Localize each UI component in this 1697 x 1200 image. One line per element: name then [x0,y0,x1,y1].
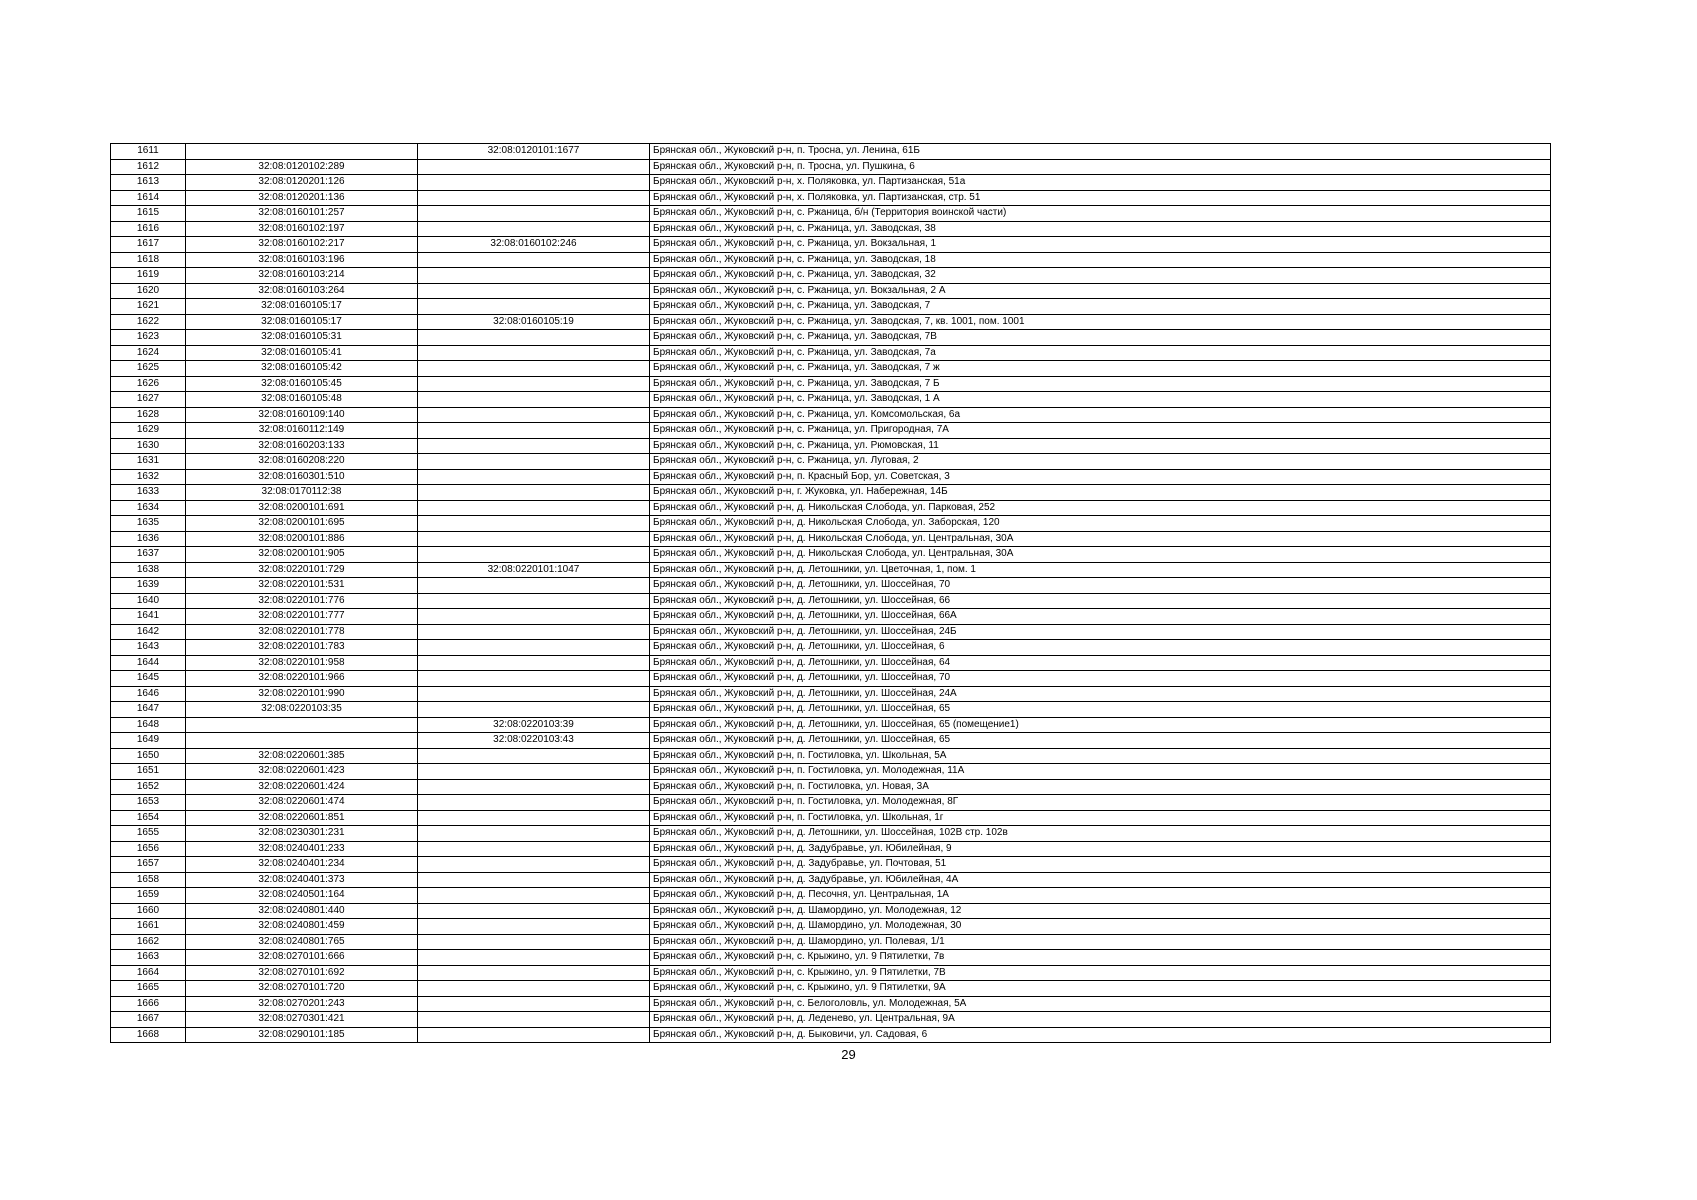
row-number-cell: 1661 [111,919,186,935]
address-cell: Брянская обл., Жуковский р-н, д. Никольская Слобода, ул. Заборская, 120 [650,516,1551,532]
address-cell: Брянская обл., Жуковский р-н, д. Летошники, ул. Шоссейная, 24Б [650,624,1551,640]
address-cell: Брянская обл., Жуковский р-н, х. Поляковка, ул. Партизанская, 51а [650,175,1551,191]
page-number: 29 [841,1047,856,1062]
row-number-cell: 1647 [111,702,186,718]
second-cadastral-number-cell [418,764,650,780]
cadastral-number-cell: 32:08:0160301:510 [186,469,418,485]
row-number-cell: 1616 [111,221,186,237]
address-cell: Брянская обл., Жуковский р-н, х. Поляковка, ул. Партизанская, стр. 51 [650,190,1551,206]
row-number-cell: 1664 [111,965,186,981]
second-cadastral-number-cell [418,1012,650,1028]
second-cadastral-number-cell [418,454,650,470]
row-number-cell: 1629 [111,423,186,439]
second-cadastral-number-cell [418,593,650,609]
table-row [111,221,1551,237]
second-cadastral-number-cell [418,965,650,981]
cadastral-number-cell: 32:08:0290101:185 [186,1027,418,1043]
table-row [111,438,1551,454]
table-row [111,547,1551,563]
second-cadastral-number-cell: 32:08:0220101:1047 [418,562,650,578]
cadastral-number-cell: 32:08:0240501:164 [186,888,418,904]
address-cell: Брянская обл., Жуковский р-н, с. Ржаница, ул. Комсомольская, 6а [650,407,1551,423]
address-cell: Брянская обл., Жуковский р-н, д. Летошники, ул. Шоссейная, 70 [650,578,1551,594]
row-number-cell: 1613 [111,175,186,191]
table-row [111,733,1551,749]
second-cadastral-number-cell: 32:08:0220103:43 [418,733,650,749]
row-number-cell: 1666 [111,996,186,1012]
second-cadastral-number-cell [418,361,650,377]
second-cadastral-number-cell [418,299,650,315]
cadastral-number-cell: 32:08:0220601:385 [186,748,418,764]
table-row [111,299,1551,315]
address-cell: Брянская обл., Жуковский р-н, с. Ржаница, ул. Вокзальная, 2 А [650,283,1551,299]
address-cell: Брянская обл., Жуковский р-н, г. Жуковка, ул. Набережная, 14Б [650,485,1551,501]
second-cadastral-number-cell [418,795,650,811]
address-cell: Брянская обл., Жуковский р-н, д. Летошники, ул. Шоссейная, 102В стр. 102в [650,826,1551,842]
table-row [111,376,1551,392]
row-number-cell: 1645 [111,671,186,687]
second-cadastral-number-cell [418,345,650,361]
cadastral-number-cell: 32:08:0270201:243 [186,996,418,1012]
address-cell: Брянская обл., Жуковский р-н, п. Тросна, ул. Ленина, 61Б [650,144,1551,160]
registry-table [110,143,1551,1043]
second-cadastral-number-cell [418,159,650,175]
second-cadastral-number-cell [418,950,650,966]
second-cadastral-number-cell [418,919,650,935]
cadastral-number-cell: 32:08:0160208:220 [186,454,418,470]
second-cadastral-number-cell [418,469,650,485]
second-cadastral-number-cell: 32:08:0160102:246 [418,237,650,253]
second-cadastral-number-cell [418,330,650,346]
cadastral-number-cell: 32:08:0120201:126 [186,175,418,191]
table-row [111,996,1551,1012]
second-cadastral-number-cell [418,810,650,826]
row-number-cell: 1653 [111,795,186,811]
address-cell: Брянская обл., Жуковский р-н, с. Ржаница, ул. Вокзальная, 1 [650,237,1551,253]
row-number-cell: 1662 [111,934,186,950]
row-number-cell: 1630 [111,438,186,454]
cadastral-number-cell: 32:08:0240801:765 [186,934,418,950]
second-cadastral-number-cell [418,624,650,640]
cadastral-number-cell: 32:08:0160105:42 [186,361,418,377]
address-cell: Брянская обл., Жуковский р-н, д. Песочня, ул. Центральная, 1А [650,888,1551,904]
table-row [111,981,1551,997]
address-cell: Брянская обл., Жуковский р-н, с. Ржаница, ул. Заводская, 7 [650,299,1551,315]
table-row [111,500,1551,516]
address-cell: Брянская обл., Жуковский р-н, д. Шамордино, ул. Молодежная, 12 [650,903,1551,919]
cadastral-number-cell: 32:08:0270101:720 [186,981,418,997]
cadastral-number-cell: 32:08:0160203:133 [186,438,418,454]
address-cell: Брянская обл., Жуковский р-н, с. Ржаница, ул. Рюмовская, 11 [650,438,1551,454]
second-cadastral-number-cell [418,872,650,888]
address-cell: Брянская обл., Жуковский р-н, с. Крыжино, ул. 9 Пятилетки, 7в [650,950,1551,966]
second-cadastral-number-cell [418,252,650,268]
second-cadastral-number-cell [418,934,650,950]
table-row [111,748,1551,764]
cadastral-number-cell: 32:08:0240401:373 [186,872,418,888]
cadastral-number-cell [186,717,418,733]
cadastral-number-cell: 32:08:0160103:214 [186,268,418,284]
table-row [111,314,1551,330]
row-number-cell: 1648 [111,717,186,733]
second-cadastral-number-cell [418,190,650,206]
second-cadastral-number-cell [418,981,650,997]
address-cell: Брянская обл., Жуковский р-н, д. Летошники, ул. Шоссейная, 66 [650,593,1551,609]
row-number-cell: 1628 [111,407,186,423]
cadastral-number-cell: 32:08:0160102:217 [186,237,418,253]
row-number-cell: 1620 [111,283,186,299]
address-cell: Брянская обл., Жуковский р-н, д. Никольская Слобода, ул. Парковая, 252 [650,500,1551,516]
row-number-cell: 1627 [111,392,186,408]
row-number-cell: 1640 [111,593,186,609]
cadastral-number-cell: 32:08:0220101:778 [186,624,418,640]
table-row [111,764,1551,780]
table-row [111,655,1551,671]
table-row [111,857,1551,873]
second-cadastral-number-cell: 32:08:0220103:39 [418,717,650,733]
row-number-cell: 1660 [111,903,186,919]
cadastral-number-cell: 32:08:0160112:149 [186,423,418,439]
cadastral-number-cell: 32:08:0160105:31 [186,330,418,346]
table-row [111,454,1551,470]
row-number-cell: 1665 [111,981,186,997]
row-number-cell: 1638 [111,562,186,578]
row-number-cell: 1642 [111,624,186,640]
cadastral-number-cell: 32:08:0240801:459 [186,919,418,935]
address-cell: Брянская обл., Жуковский р-н, д. Задубравье, ул. Почтовая, 51 [650,857,1551,873]
cadastral-number-cell: 32:08:0120102:289 [186,159,418,175]
address-cell: Брянская обл., Жуковский р-н, д. Леденево, ул. Центральная, 9А [650,1012,1551,1028]
second-cadastral-number-cell [418,516,650,532]
cadastral-number-cell: 32:08:0200101:691 [186,500,418,516]
row-number-cell: 1643 [111,640,186,656]
row-number-cell: 1636 [111,531,186,547]
table-row [111,717,1551,733]
second-cadastral-number-cell [418,376,650,392]
second-cadastral-number-cell [418,221,650,237]
address-cell: Брянская обл., Жуковский р-н, с. Ржаница, ул. Заводская, 38 [650,221,1551,237]
second-cadastral-number-cell [418,175,650,191]
cadastral-number-cell: 32:08:0160109:140 [186,407,418,423]
address-cell: Брянская обл., Жуковский р-н, с. Белоголовль, ул. Молодежная, 5А [650,996,1551,1012]
row-number-cell: 1668 [111,1027,186,1043]
address-cell: Брянская обл., Жуковский р-н, с. Крыжино, ул. 9 Пятилетки, 9А [650,981,1551,997]
cadastral-number-cell: 32:08:0160105:17 [186,299,418,315]
row-number-cell: 1656 [111,841,186,857]
table-row [111,206,1551,222]
address-cell: Брянская обл., Жуковский р-н, д. Летошники, ул. Шоссейная, 64 [650,655,1551,671]
table-row [111,593,1551,609]
row-number-cell: 1659 [111,888,186,904]
second-cadastral-number-cell [418,903,650,919]
row-number-cell: 1615 [111,206,186,222]
row-number-cell: 1618 [111,252,186,268]
second-cadastral-number-cell [418,671,650,687]
address-cell: Брянская обл., Жуковский р-н, д. Летошники, ул. Шоссейная, 70 [650,671,1551,687]
address-cell: Брянская обл., Жуковский р-н, с. Ржаница, ул. Пригородная, 7А [650,423,1551,439]
registry-table-body [111,144,1551,1043]
row-number-cell: 1651 [111,764,186,780]
address-cell: Брянская обл., Жуковский р-н, д. Шамордино, ул. Полевая, 1/1 [650,934,1551,950]
address-cell: Брянская обл., Жуковский р-н, п. Тросна, ул. Пушкина, 6 [650,159,1551,175]
cadastral-number-cell: 32:08:0240401:234 [186,857,418,873]
table-row [111,1012,1551,1028]
address-cell: Брянская обл., Жуковский р-н, д. Задубравье, ул. Юбилейная, 9 [650,841,1551,857]
table-row [111,965,1551,981]
address-cell: Брянская обл., Жуковский р-н, п. Гостиловка, ул. Школьная, 1г [650,810,1551,826]
second-cadastral-number-cell [418,407,650,423]
second-cadastral-number-cell [418,283,650,299]
row-number-cell: 1650 [111,748,186,764]
row-number-cell: 1634 [111,500,186,516]
second-cadastral-number-cell [418,392,650,408]
cadastral-number-cell: 32:08:0220101:531 [186,578,418,594]
second-cadastral-number-cell [418,996,650,1012]
second-cadastral-number-cell [418,438,650,454]
row-number-cell: 1635 [111,516,186,532]
cadastral-number-cell: 32:08:0170112:38 [186,485,418,501]
row-number-cell: 1655 [111,826,186,842]
address-cell: Брянская обл., Жуковский р-н, д. Летошники, ул. Шоссейная, 6 [650,640,1551,656]
cadastral-number-cell: 32:08:0160102:197 [186,221,418,237]
address-cell: Брянская обл., Жуковский р-н, п. Гостиловка, ул. Молодежная, 8Г [650,795,1551,811]
table-row [111,578,1551,594]
cadastral-number-cell: 32:08:0220601:851 [186,810,418,826]
cadastral-number-cell: 32:08:0200101:886 [186,531,418,547]
cadastral-number-cell: 32:08:0160105:41 [186,345,418,361]
row-number-cell: 1617 [111,237,186,253]
table-row [111,531,1551,547]
row-number-cell: 1623 [111,330,186,346]
table-row [111,640,1551,656]
table-row [111,516,1551,532]
table-row [111,903,1551,919]
row-number-cell: 1657 [111,857,186,873]
cadastral-number-cell: 32:08:0160103:196 [186,252,418,268]
address-cell: Брянская обл., Жуковский р-н, д. Летошники, ул. Шоссейная, 66А [650,609,1551,625]
address-cell: Брянская обл., Жуковский р-н, п. Гостиловка, ул. Школьная, 5А [650,748,1551,764]
cadastral-number-cell [186,144,418,160]
address-cell: Брянская обл., Жуковский р-н, с. Ржаница, ул. Заводская, 7 Б [650,376,1551,392]
table-row [111,485,1551,501]
table-row [111,407,1551,423]
second-cadastral-number-cell [418,826,650,842]
second-cadastral-number-cell [418,531,650,547]
row-number-cell: 1614 [111,190,186,206]
row-number-cell: 1646 [111,686,186,702]
second-cadastral-number-cell [418,500,650,516]
second-cadastral-number-cell: 32:08:0160105:19 [418,314,650,330]
address-cell: Брянская обл., Жуковский р-н, п. Красный Бор, ул. Советская, 3 [650,469,1551,485]
table-row [111,686,1551,702]
cadastral-number-cell: 32:08:0160105:17 [186,314,418,330]
row-number-cell: 1663 [111,950,186,966]
cadastral-number-cell: 32:08:0220601:423 [186,764,418,780]
address-cell: Брянская обл., Жуковский р-н, с. Ржаница, ул. Заводская, 32 [650,268,1551,284]
table-row [111,237,1551,253]
table-row [111,919,1551,935]
second-cadastral-number-cell: 32:08:0120101:1677 [418,144,650,160]
second-cadastral-number-cell [418,547,650,563]
row-number-cell: 1631 [111,454,186,470]
cadastral-number-cell: 32:08:0220101:783 [186,640,418,656]
table-row [111,283,1551,299]
table-row [111,423,1551,439]
row-number-cell: 1622 [111,314,186,330]
address-cell: Брянская обл., Жуковский р-н, с. Ржаница, ул. Заводская, 7 ж [650,361,1551,377]
second-cadastral-number-cell [418,686,650,702]
table-row [111,934,1551,950]
table-row [111,795,1551,811]
cadastral-number-cell: 32:08:0230301:231 [186,826,418,842]
table-row [111,345,1551,361]
table-row [111,888,1551,904]
address-cell: Брянская обл., Жуковский р-н, д. Шамордино, ул. Молодежная, 30 [650,919,1551,935]
row-number-cell: 1619 [111,268,186,284]
address-cell: Брянская обл., Жуковский р-н, с. Ржаница, б/н (Территория воинской части) [650,206,1551,222]
row-number-cell: 1652 [111,779,186,795]
address-cell: Брянская обл., Жуковский р-н, п. Гостиловка, ул. Новая, 3А [650,779,1551,795]
second-cadastral-number-cell [418,655,650,671]
table-row [111,268,1551,284]
second-cadastral-number-cell [418,485,650,501]
address-cell: Брянская обл., Жуковский р-н, с. Ржаница, ул. Луговая, 2 [650,454,1551,470]
table-row [111,159,1551,175]
table-row [111,469,1551,485]
table-row [111,609,1551,625]
address-cell: Брянская обл., Жуковский р-н, с. Крыжино, ул. 9 Пятилетки, 7В [650,965,1551,981]
cadastral-number-cell: 32:08:0220101:990 [186,686,418,702]
cadastral-number-cell: 32:08:0160105:45 [186,376,418,392]
table-row [111,702,1551,718]
row-number-cell: 1632 [111,469,186,485]
row-number-cell: 1641 [111,609,186,625]
row-number-cell: 1637 [111,547,186,563]
row-number-cell: 1611 [111,144,186,160]
cadastral-number-cell: 32:08:0270101:692 [186,965,418,981]
table-row [111,392,1551,408]
row-number-cell: 1625 [111,361,186,377]
table-row [111,779,1551,795]
cadastral-number-cell: 32:08:0270101:666 [186,950,418,966]
second-cadastral-number-cell [418,578,650,594]
second-cadastral-number-cell [418,888,650,904]
address-cell: Брянская обл., Жуковский р-н, д. Задубравье, ул. Юбилейная, 4А [650,872,1551,888]
cadastral-number-cell: 32:08:0220601:424 [186,779,418,795]
cadastral-number-cell: 32:08:0200101:695 [186,516,418,532]
cadastral-number-cell: 32:08:0220101:958 [186,655,418,671]
address-cell: Брянская обл., Жуковский р-н, с. Ржаница, ул. Заводская, 1 А [650,392,1551,408]
table-row [111,810,1551,826]
cadastral-number-cell: 32:08:0160105:48 [186,392,418,408]
address-cell: Брянская обл., Жуковский р-н, с. Ржаница, ул. Заводская, 18 [650,252,1551,268]
row-number-cell: 1667 [111,1012,186,1028]
row-number-cell: 1658 [111,872,186,888]
table-row [111,826,1551,842]
cadastral-number-cell: 32:08:0270301:421 [186,1012,418,1028]
cadastral-number-cell [186,733,418,749]
second-cadastral-number-cell [418,841,650,857]
second-cadastral-number-cell [418,702,650,718]
address-cell: Брянская обл., Жуковский р-н, с. Ржаница, ул. Заводская, 7, кв. 1001, пом. 1001 [650,314,1551,330]
table-row [111,624,1551,640]
second-cadastral-number-cell [418,423,650,439]
cadastral-number-cell: 32:08:0160103:264 [186,283,418,299]
cadastral-number-cell: 32:08:0120201:136 [186,190,418,206]
second-cadastral-number-cell [418,857,650,873]
cadastral-number-cell: 32:08:0240401:233 [186,841,418,857]
second-cadastral-number-cell [418,206,650,222]
address-cell: Брянская обл., Жуковский р-н, д. Летошники, ул. Цветочная, 1, пом. 1 [650,562,1551,578]
second-cadastral-number-cell [418,268,650,284]
address-cell: Брянская обл., Жуковский р-н, д. Быковичи, ул. Садовая, 6 [650,1027,1551,1043]
table-row [111,872,1551,888]
cadastral-number-cell: 32:08:0220601:474 [186,795,418,811]
address-cell: Брянская обл., Жуковский р-н, с. Ржаница, ул. Заводская, 7В [650,330,1551,346]
second-cadastral-number-cell [418,609,650,625]
row-number-cell: 1639 [111,578,186,594]
second-cadastral-number-cell [418,779,650,795]
address-cell: Брянская обл., Жуковский р-н, д. Никольская Слобода, ул. Центральная, 30А [650,547,1551,563]
cadastral-number-cell: 32:08:0220101:777 [186,609,418,625]
address-cell: Брянская обл., Жуковский р-н, д. Летошники, ул. Шоссейная, 24А [650,686,1551,702]
cadastral-number-cell: 32:08:0220101:729 [186,562,418,578]
row-number-cell: 1626 [111,376,186,392]
second-cadastral-number-cell [418,640,650,656]
table-row [111,671,1551,687]
address-cell: Брянская обл., Жуковский р-н, д. Никольская Слобода, ул. Центральная, 30А [650,531,1551,547]
table-row [111,144,1551,160]
cadastral-number-cell: 32:08:0160101:257 [186,206,418,222]
table-row [111,841,1551,857]
table-row [111,252,1551,268]
table-row [111,190,1551,206]
cadastral-number-cell: 32:08:0220101:776 [186,593,418,609]
row-number-cell: 1612 [111,159,186,175]
row-number-cell: 1633 [111,485,186,501]
row-number-cell: 1621 [111,299,186,315]
table-row [111,950,1551,966]
address-cell: Брянская обл., Жуковский р-н, д. Летошники, ул. Шоссейная, 65 [650,733,1551,749]
cadastral-number-cell: 32:08:0200101:905 [186,547,418,563]
cadastral-number-cell: 32:08:0240801:440 [186,903,418,919]
row-number-cell: 1624 [111,345,186,361]
second-cadastral-number-cell [418,1027,650,1043]
address-cell: Брянская обл., Жуковский р-н, д. Летошники, ул. Шоссейная, 65 [650,702,1551,718]
address-cell: Брянская обл., Жуковский р-н, с. Ржаница, ул. Заводская, 7а [650,345,1551,361]
cadastral-number-cell: 32:08:0220101:966 [186,671,418,687]
table-row [111,562,1551,578]
table-row [111,1027,1551,1043]
cadastral-number-cell: 32:08:0220103:35 [186,702,418,718]
table-row [111,330,1551,346]
address-cell: Брянская обл., Жуковский р-н, д. Летошники, ул. Шоссейная, 65 (помещение1) [650,717,1551,733]
address-cell: Брянская обл., Жуковский р-н, п. Гостиловка, ул. Молодежная, 11А [650,764,1551,780]
row-number-cell: 1644 [111,655,186,671]
row-number-cell: 1654 [111,810,186,826]
row-number-cell: 1649 [111,733,186,749]
table-row [111,361,1551,377]
table-row [111,175,1551,191]
second-cadastral-number-cell [418,748,650,764]
